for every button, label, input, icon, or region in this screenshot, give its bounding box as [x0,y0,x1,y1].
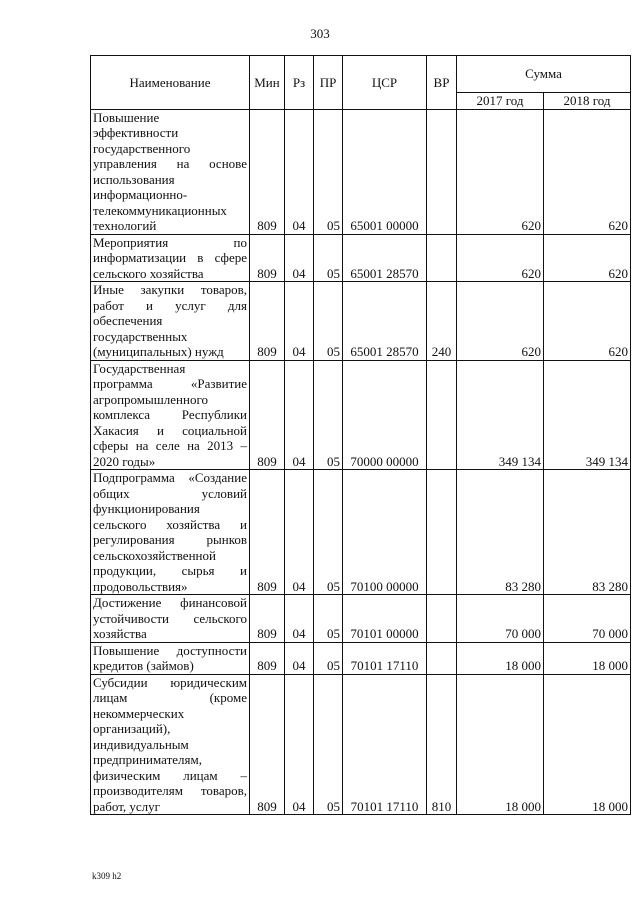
row-csr: 65001 28570 [343,282,427,361]
row-2017: 18 000 [457,642,544,674]
row-2017: 620 [457,282,544,361]
row-rz: 04 [285,470,314,595]
table-header [91,56,631,110]
row-min: 809 [250,360,285,470]
header-year-2017: 2017 год [457,93,544,110]
row-pr: 05 [314,109,343,234]
row-name: Государственная программа «Развитие агропромышленного комплекса Республики Хакасия и социальной сферы на селе на 2013 – 2020 годы» [91,360,250,470]
page-number: 303 [310,26,330,41]
row-csr: 70000 00000 [343,360,427,470]
header-sum: Сумма [457,56,631,93]
row-2018: 620 [544,234,631,282]
row-2017: 70 000 [457,595,544,643]
header-vr: ВР [427,56,457,110]
row-name: Мероприятия по информатизации в сфере сельского хозяйства [91,234,250,282]
row-rz: 04 [285,360,314,470]
row-2018: 70 000 [544,595,631,643]
row-vr [427,109,457,234]
row-csr: 70101 17110 [343,642,427,674]
row-2018: 349 134 [544,360,631,470]
row-pr: 05 [314,674,343,815]
row-pr: 05 [314,360,343,470]
row-pr: 05 [314,642,343,674]
row-rz: 04 [285,674,314,815]
row-2018: 83 280 [544,470,631,595]
row-rz: 04 [285,109,314,234]
row-csr: 70101 00000 [343,595,427,643]
row-2017: 18 000 [457,674,544,815]
row-min: 809 [250,642,285,674]
table-row [91,109,631,234]
row-min: 809 [250,282,285,361]
table-row [91,595,631,643]
row-name: Повышение эффективности государственного управления на основе использования информационно-телекоммуникационных технологий [91,109,250,234]
table-row [91,360,631,470]
budget-table [90,55,631,815]
row-pr: 05 [314,234,343,282]
row-2017: 620 [457,109,544,234]
row-vr [427,642,457,674]
row-2018: 620 [544,109,631,234]
table-row [91,642,631,674]
table-row [91,282,631,361]
header-csr: ЦСР [343,56,427,110]
footer-code: k309 h2 [92,871,122,881]
row-rz: 04 [285,642,314,674]
row-rz: 04 [285,234,314,282]
header-min: Мин [250,56,285,110]
row-vr: 810 [427,674,457,815]
row-csr: 70100 00000 [343,470,427,595]
row-vr [427,595,457,643]
row-vr [427,360,457,470]
row-vr [427,470,457,595]
row-name: Иные закупки товаров, работ и услуг для обеспечения государственных (муниципальных) нужд [91,282,250,361]
row-min: 809 [250,674,285,815]
row-min: 809 [250,470,285,595]
row-2017: 83 280 [457,470,544,595]
table-row [91,674,631,815]
header-name: Наименование [91,56,250,110]
row-vr: 240 [427,282,457,361]
table-row [91,470,631,595]
row-min: 809 [250,595,285,643]
row-pr: 05 [314,282,343,361]
row-csr: 70101 17110 [343,674,427,815]
row-2017: 349 134 [457,360,544,470]
header-pr: ПР [314,56,343,110]
row-vr [427,234,457,282]
row-2018: 18 000 [544,642,631,674]
row-rz: 04 [285,595,314,643]
row-name: Достижение финансовой устойчивости сельского хозяйства [91,595,250,643]
row-2018: 18 000 [544,674,631,815]
row-2018: 620 [544,282,631,361]
row-pr: 05 [314,470,343,595]
row-min: 809 [250,234,285,282]
table-body [91,109,631,815]
row-name: Подпрограмма «Создание общих условий функционирования сельского хозяйства и регулирования рынков сельскохозяйственной продукции, сырья и продовольствия» [91,470,250,595]
row-csr: 65001 00000 [343,109,427,234]
header-year-2018: 2018 год [544,93,631,110]
row-name: Повышение доступности кредитов (займов) [91,642,250,674]
row-rz: 04 [285,282,314,361]
row-name: Субсидии юридическим лицам (кроме некоммерческих организаций), индивидуальным предпринимателям, физическим лицам – производителям товаров, работ, услуг [91,674,250,815]
table-row [91,234,631,282]
row-csr: 65001 28570 [343,234,427,282]
header-rz: Рз [285,56,314,110]
row-min: 809 [250,109,285,234]
row-2017: 620 [457,234,544,282]
row-pr: 05 [314,595,343,643]
